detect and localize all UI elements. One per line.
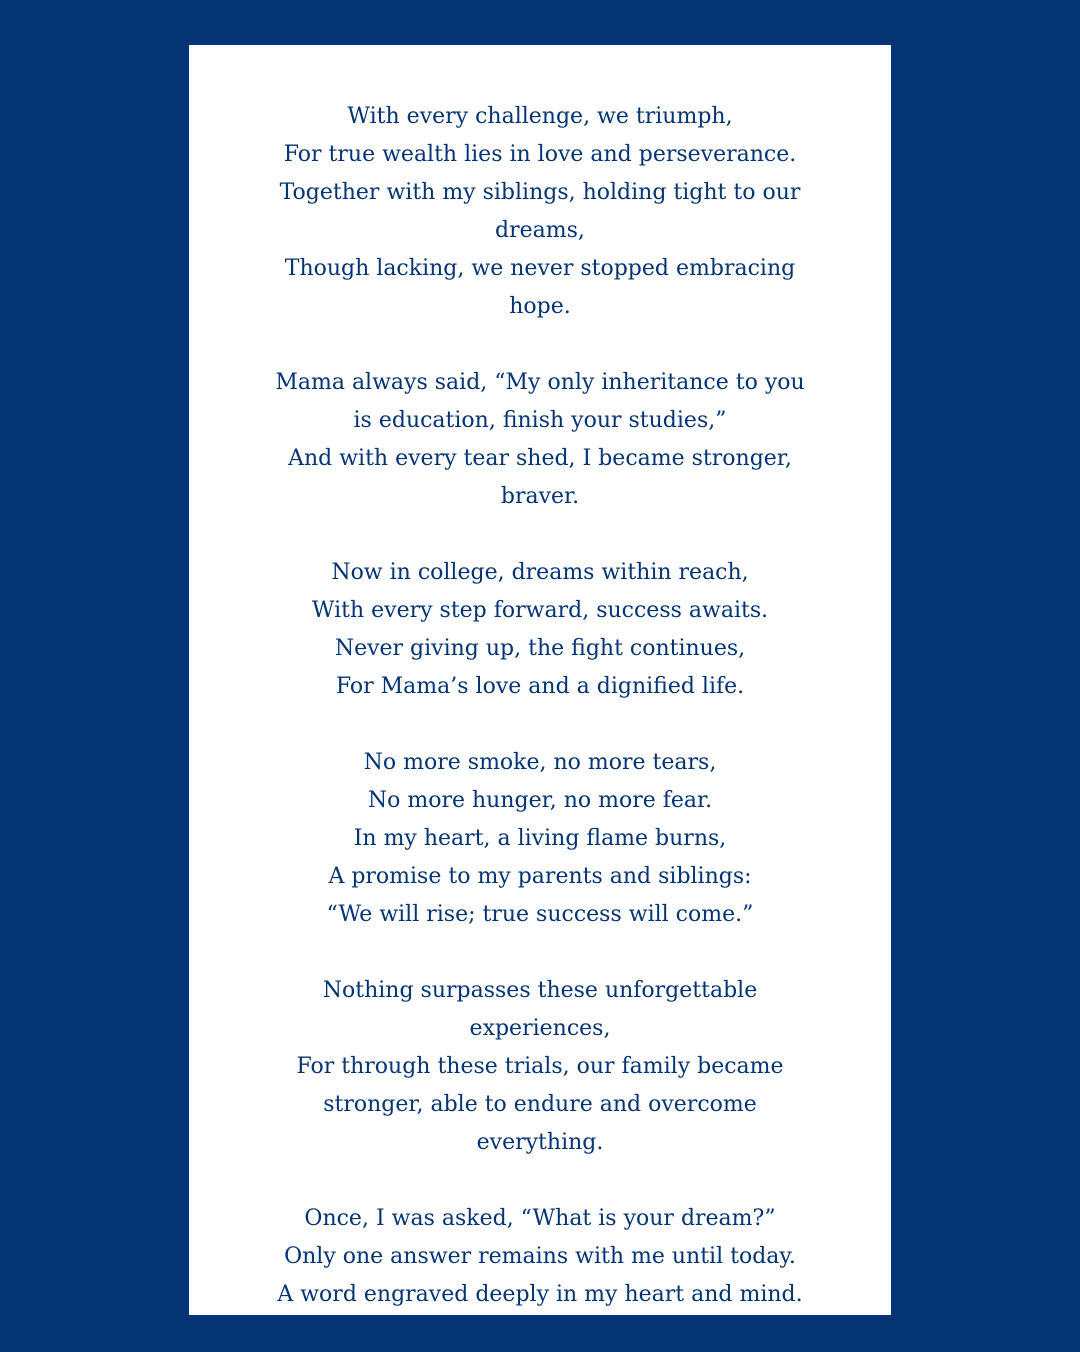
poem-line: Now in college, dreams within reach,	[331, 560, 749, 585]
stanza-break	[189, 934, 891, 972]
poem-line: For Mama’s love and a dignified life.	[335, 674, 745, 699]
poem-line: A word engraved deeply in my heart and mind.	[277, 1282, 803, 1307]
poem-line: Never giving up, the fight continues,	[334, 636, 746, 661]
poem-line: No more smoke, no more tears,	[363, 750, 717, 775]
poem-line: dreams,	[495, 218, 585, 243]
poem-line: Together with my siblings, holding tight to our	[279, 180, 801, 205]
stanza-break	[189, 326, 891, 364]
stanza-2	[189, 364, 891, 516]
poem-line: Simply, “TO FINISH MY STUDIES.”	[340, 1320, 740, 1345]
stanza-3	[189, 554, 891, 706]
poem-line: Once, I was asked, “What is your dream?”	[304, 1206, 776, 1231]
poem-text	[189, 98, 891, 1352]
poem-line: And with every tear shed, I became stronger,	[288, 446, 792, 471]
stanza-1	[189, 98, 891, 326]
poem-line: With every challenge, we triumph,	[347, 104, 733, 129]
poem-line: In my heart, a living flame burns,	[353, 826, 727, 851]
poem-line: everything.	[476, 1130, 604, 1155]
poem-line: Mama always said, “My only inheritance to you	[275, 370, 805, 395]
stanza-6	[189, 1200, 891, 1352]
poem-line: For true wealth lies in love and perseverance.	[283, 142, 797, 167]
stanza-4	[189, 744, 891, 934]
poem-line: stronger, able to endure and overcome	[323, 1092, 757, 1117]
poem-line: For through these trials, our family became	[296, 1054, 784, 1079]
stanza-5	[189, 972, 891, 1162]
poem-line: braver.	[500, 484, 580, 509]
stanza-break	[189, 516, 891, 554]
poem-line: is education, finish your studies,”	[353, 408, 727, 433]
poem-line: Though lacking, we never stopped embracing	[284, 256, 796, 281]
poem-line: A promise to my parents and siblings:	[328, 864, 752, 889]
poem-line: With every step forward, success awaits.	[311, 598, 769, 623]
poem-line: hope.	[509, 294, 571, 319]
poem-line: Nothing surpasses these unforgettable	[322, 978, 758, 1003]
poem-line: Only one answer remains with me until today.	[284, 1244, 796, 1269]
poem-line: No more hunger, no more fear.	[367, 788, 713, 813]
poem-line: experiences,	[469, 1016, 611, 1041]
stanza-break	[189, 706, 891, 744]
stanza-break	[189, 1162, 891, 1200]
poem-line: “We will rise; true success will come.”	[326, 902, 754, 927]
poem-card	[189, 45, 891, 1345]
